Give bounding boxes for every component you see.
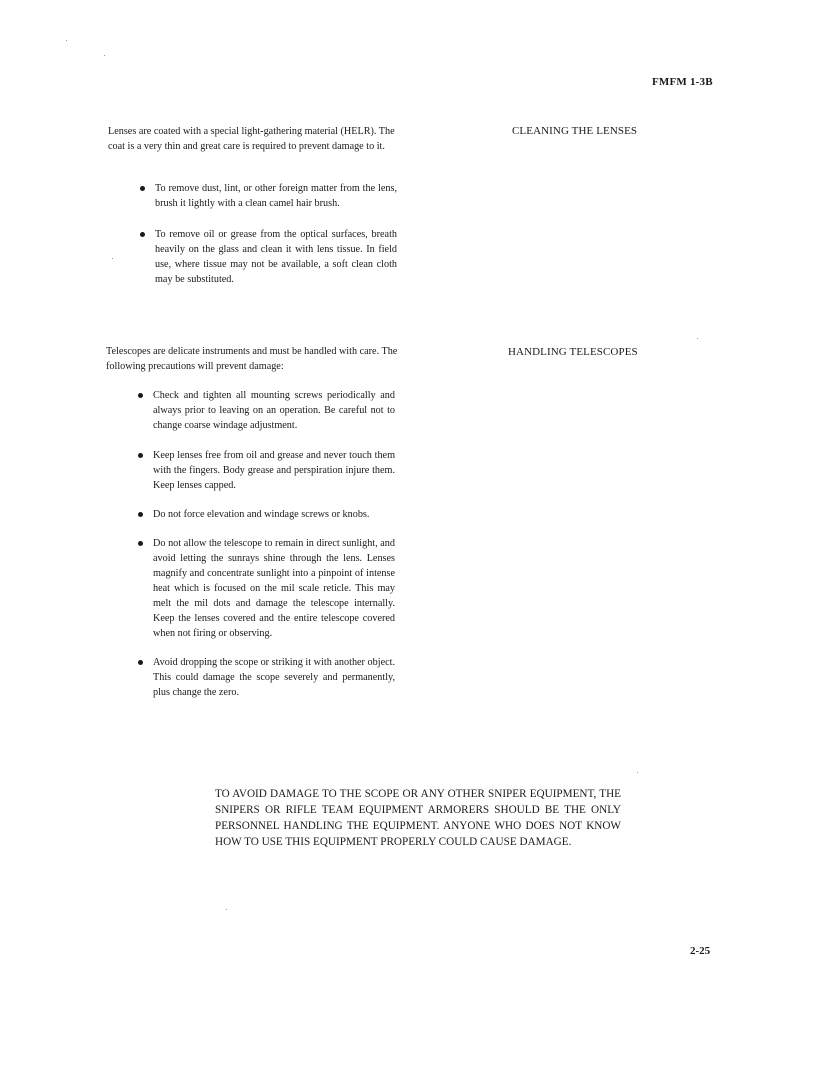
bullet-text: Check and tighten all mounting screws periodically and always prior to leaving on an operation. Be careful not to change coarse windage adjustment.	[153, 390, 395, 431]
bullet-item	[140, 227, 397, 287]
bullet-dot-icon	[138, 393, 143, 398]
bullet-text: Keep lenses free from oil and grease and never touch them with the fingers. Body grease and perspiration injure them. Keep lenses capped.	[153, 450, 395, 491]
section-heading-handling-telescopes: HANDLING TELESCOPES	[508, 346, 638, 358]
bullet-text: To remove oil or grease from the optical surfaces, breath heavily on the glass and clean it with lens tissue. In field use, where tissue may not be available, a soft clean cloth may be substituted.	[155, 229, 397, 285]
bullet-text: Do not allow the telescope to remain in direct sunlight, and avoid letting the sunrays shine through the lens. Lenses magnify and concentrate sunlight into a pinpoint of intense heat which is focused on the mil scale reticle. This may melt the mil dots and damage the telescope internally. Keep the lenses covered and the entire telescope covered when not firing or observing.	[153, 538, 395, 639]
bullet-item	[140, 181, 397, 211]
bullet-dot-icon	[138, 453, 143, 458]
bullet-text: To remove dust, lint, or other foreign matter from the lens, brush it lightly with a clean camel hair brush.	[155, 183, 397, 209]
warning-notice: TO AVOID DAMAGE TO THE SCOPE OR ANY OTHER SNIPER EQUIPMENT, THE SNIPERS OR RIFLE TEAM EQUIPMENT ARMORERS SHOULD BE THE ONLY PERSONNEL HANDLING THE EQUIPMENT. ANYONE WHO DOES NOT KNOW HOW TO USE THIS EQUIPMENT PROPERLY COULD CAUSE DAMAGE.	[215, 788, 621, 848]
section-intro-handling-telescopes: Telescopes are delicate instruments and must be handled with care. The following precautions will prevent damage:	[106, 346, 398, 372]
section-heading-cleaning-lenses: CLEANING THE LENSES	[512, 125, 638, 137]
page-header: FMFM 1-3B	[652, 76, 713, 88]
scan-speck	[104, 55, 105, 56]
bullet-list-cleaning-lenses	[140, 181, 397, 301]
bullet-item	[138, 448, 395, 493]
bullet-list-handling-telescopes	[138, 388, 395, 714]
bullet-dot-icon	[140, 186, 145, 191]
scan-speck	[226, 909, 227, 910]
bullet-item	[138, 388, 395, 433]
scan-speck	[112, 258, 113, 259]
bullet-item	[138, 536, 395, 641]
bullet-dot-icon	[140, 232, 145, 237]
scan-speck	[637, 772, 638, 773]
section-intro-cleaning-lenses: Lenses are coated with a special light-gathering material (HELR). The coat is a very thin and great care is required to prevent damage to it.	[108, 126, 395, 152]
bullet-dot-icon	[138, 660, 143, 665]
scan-speck	[697, 338, 698, 339]
page-number: 2-25	[690, 945, 711, 957]
bullet-item	[138, 655, 395, 700]
bullet-dot-icon	[138, 512, 143, 517]
bullet-dot-icon	[138, 541, 143, 546]
bullet-text: Avoid dropping the scope or striking it with another object. This could damage the scope severely and permanently, plus change the zero.	[153, 657, 395, 698]
bullet-item	[138, 507, 395, 522]
scan-speck	[66, 40, 67, 41]
bullet-text: Do not force elevation and windage screws or knobs.	[153, 509, 370, 520]
